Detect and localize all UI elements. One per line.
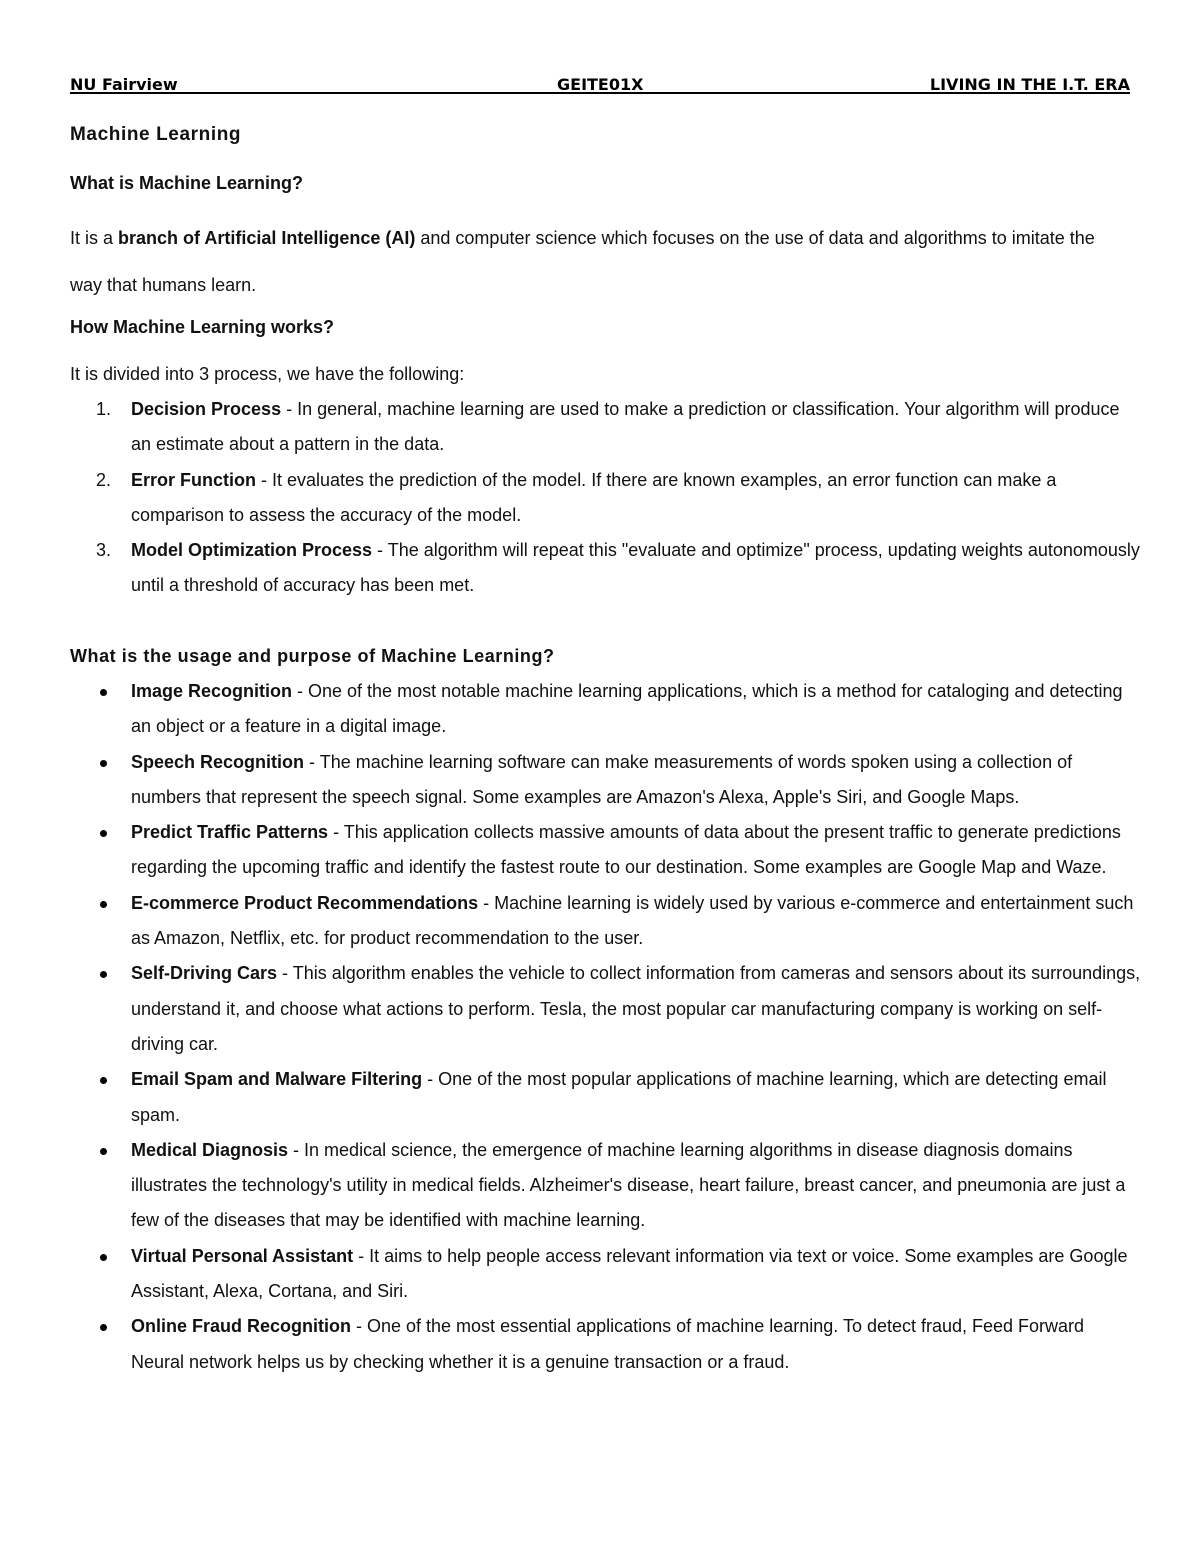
list-item <box>70 1133 1142 1239</box>
step-term: Model Optimization Process <box>131 540 373 561</box>
list-item <box>70 956 1142 1062</box>
step-description: - It evaluates the prediction of the model. If there are known examples, an error function can make a comparison to assess the accuracy of the model. <box>131 469 1057 525</box>
bullet-icon <box>100 1254 107 1261</box>
usage-description: - One of the most popular applications of machine learning, which are detecting email spam. <box>131 1069 1107 1125</box>
usage-term: Email Spam and Malware Filtering <box>131 1069 423 1090</box>
step-term: Decision Process <box>131 399 282 419</box>
header-course-code: GEITE01X <box>557 75 644 94</box>
page-header <box>70 74 1130 94</box>
section-heading-how-works: How Machine Learning works? <box>70 317 335 337</box>
usage-term: Speech Recognition <box>131 751 305 772</box>
definition-text-end: and computer science which focuses on the use of data and algorithms to imitate the way that humans learn. <box>70 228 1095 295</box>
usage-description: - One of the most notable machine learning applications, which is a method for cataloging and detecting an object or a feature in a digital image. <box>131 681 1123 737</box>
step-term: Error Function <box>131 469 256 490</box>
list-item <box>70 1062 1142 1133</box>
step-description: - The algorithm will repeat this "evaluate and optimize" process, updating weights autonomously until a threshold of accuracy has been met. <box>131 540 1140 596</box>
definition-bold-term: branch of Artificial Intelligence (AI) <box>118 228 416 248</box>
bullet-icon <box>100 1324 107 1331</box>
list-item <box>70 745 1142 816</box>
process-steps-list <box>70 392 1140 604</box>
bullet-icon <box>100 971 107 978</box>
list-item <box>70 674 1142 745</box>
document-title: Machine Learning <box>70 124 242 145</box>
step-description: - In general, machine learning are used to make a prediction or classification. Your algorithm will produce an estimate about a pattern in the data. <box>131 399 1120 455</box>
usage-term: E-commerce Product Recommendations <box>131 892 479 913</box>
list-item <box>70 533 1140 604</box>
list-item <box>70 1239 1142 1310</box>
usage-description: - It aims to help people access relevant information via text or voice. Some examples are Google Assistant, Alexa, Cortana, and Siri. <box>131 1245 1128 1302</box>
usage-term: Medical Diagnosis <box>131 1139 289 1160</box>
usage-description: - This application collects massive amounts of data about the present traffic to generate predictions regarding the upcoming traffic and identify the fastest route to our destination. Some examples are Google Map and Waze. <box>131 822 1121 878</box>
bullet-icon <box>100 830 107 837</box>
step-number: 2. <box>96 469 112 490</box>
list-item <box>70 886 1142 957</box>
bullet-icon <box>100 1077 107 1084</box>
usage-description: - The machine learning software can make measurements of words spoken using a collection of numbers that represent the speech signal. Some examples are Amazon's Alexa, Apple's Siri, and Google Maps. <box>131 751 1073 807</box>
header-course-title: LIVING IN THE I.T. ERA <box>929 75 1130 94</box>
usage-term: Online Fraud Recognition <box>131 1316 351 1337</box>
process-intro: It is divided into 3 process, we have the following: <box>70 364 465 384</box>
usage-term: Predict Traffic Patterns <box>131 822 329 843</box>
bullet-icon <box>100 689 107 696</box>
bullet-icon <box>100 760 107 767</box>
step-number: 1. <box>96 399 112 419</box>
list-item <box>70 1309 1142 1380</box>
usage-term: Self-Driving Cars <box>131 963 278 984</box>
usage-description: - One of the most essential applications of machine learning. To detect fraud, Feed Forward Neural network helps us by checking whether it is a genuine transaction or a fraud. <box>131 1316 1085 1372</box>
usage-term: Image Recognition <box>131 681 293 701</box>
bullet-icon <box>100 901 107 908</box>
section-heading-what-is: What is Machine Learning? <box>70 173 304 193</box>
step-number: 3. <box>96 540 112 561</box>
list-item <box>70 392 1140 463</box>
list-item <box>70 815 1142 886</box>
definition-paragraph <box>70 215 1130 309</box>
header-institution: NU Fairview <box>70 75 178 94</box>
usage-description: - Machine learning is widely used by various e-commerce and entertainment such as Amazon, Netflix, etc. for product recommendation to the user. <box>131 892 1134 949</box>
bullet-icon <box>100 1148 107 1155</box>
usage-description: - This algorithm enables the vehicle to collect information from cameras and sensors about its surroundings, understand it, and choose what actions to perform. Tesla, the most popular car manufacturing company is working on self-driving car. <box>131 963 1141 1054</box>
definition-text-start: It is a <box>70 228 119 248</box>
usage-list <box>70 674 1142 1380</box>
list-item <box>70 463 1140 534</box>
section-heading-usage: What is the usage and purpose of Machine Learning? <box>70 646 555 666</box>
usage-description: - In medical science, the emergence of machine learning algorithms in disease diagnosis domains illustrates the technology's utility in medical fields. Alzheimer's disease, heart failure, breast cancer, and pneumonia are just a few of the diseases that may be identified with machine learning. <box>131 1139 1126 1231</box>
usage-term: Virtual Personal Assistant <box>131 1245 354 1266</box>
